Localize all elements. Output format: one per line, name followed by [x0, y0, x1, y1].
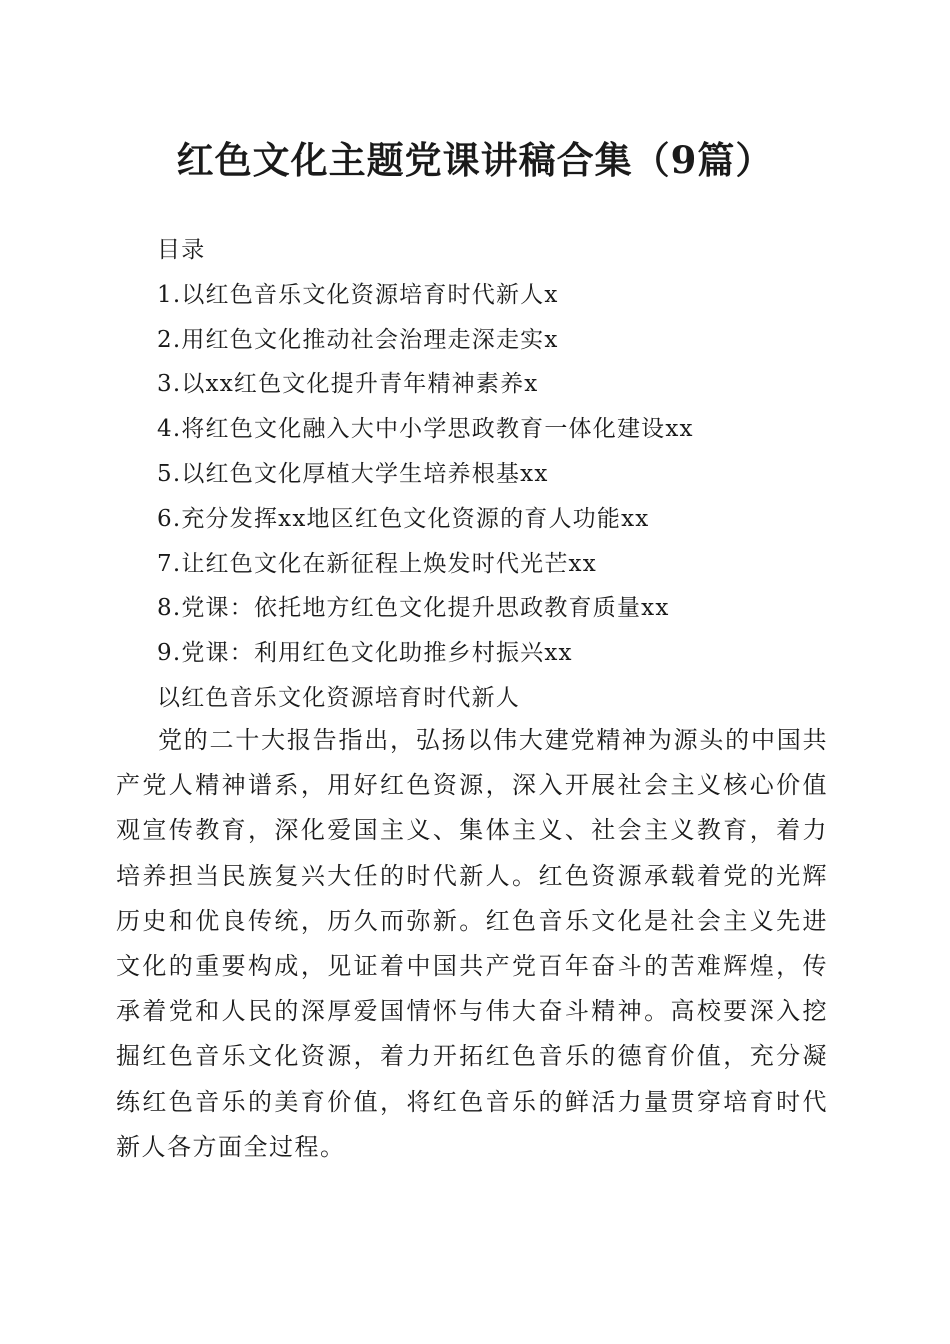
document-title: 红色文化主题党课讲稿合集（9篇） — [176, 138, 774, 182]
toc-item: 3.以xx红色文化提升青年精神素养x — [157, 371, 539, 398]
toc-item: 1.以红色音乐文化资源培育时代新人x — [157, 281, 559, 308]
section-title: 以红色音乐文化资源培育时代新人 — [157, 684, 520, 711]
toc-item: 7.让红色文化在新征程上焕发时代光芒xx — [157, 550, 597, 577]
toc-item: 2.用红色文化推动社会治理走深走实x — [157, 326, 559, 353]
toc-item: 9.党课：利用红色文化助推乡村振兴xx — [157, 640, 573, 667]
body-paragraph: 党的二十大报告指出，弘扬以伟大建党精神为源头的中国共产党人精神谱系，用好红色资源，深入开展社会主义核心价值观宣传教育，深化爱国主义、集体主义、社会主义教育，着力培养担当民族复兴大任的时代新人。红色资源承载着党的光辉历史和优良传统，历久而弥新。红色音乐文化是社会主义先进文化的重要构成，见证着中国共产党百年奋斗的苦难辉煌，传承着党和人民的深厚爱国情怀与伟大奋斗精神。高校要深入挖掘红色音乐文化资源，着力开拓红色音乐的德育价值，充分凝练红色音乐的美育价值，将红色音乐的鲜活力量贯穿培育时代新人各方面全过程。 — [116, 726, 828, 1161]
toc-heading: 目录 — [157, 237, 206, 263]
table-of-contents — [157, 228, 837, 721]
toc-item: 6.充分发挥xx地区红色文化资源的育人功能xx — [157, 505, 650, 532]
toc-item: 8.党课：依托地方红色文化提升思政教育质量xx — [157, 595, 670, 622]
toc-item: 4.将红色文化融入大中小学思政教育一体化建设xx — [157, 416, 694, 443]
toc-item: 5.以红色文化厚植大学生培养根基xx — [157, 460, 549, 487]
